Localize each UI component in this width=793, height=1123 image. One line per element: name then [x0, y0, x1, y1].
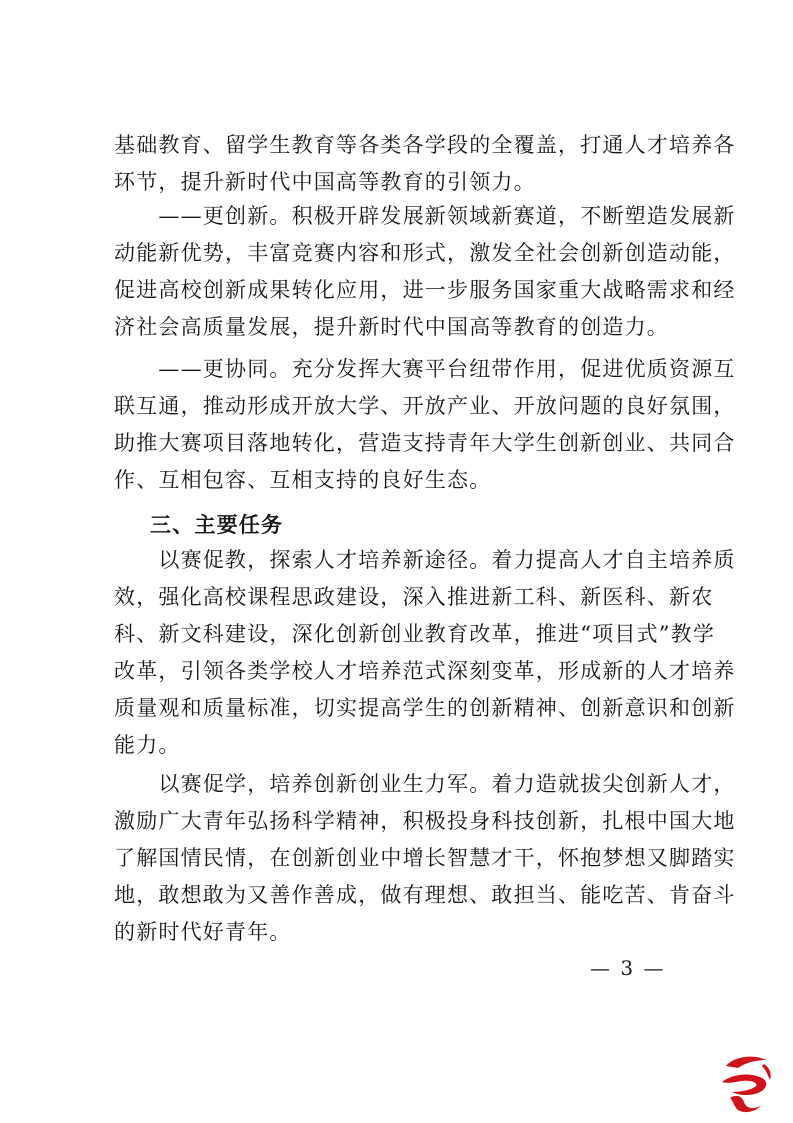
text-line: 基础教育、留学生教育等各类各学段的全覆盖，打通人才培养各: [114, 133, 736, 157]
text-line: 以赛促教，探索人才培养新途径。着力提高人才自主培养质: [114, 548, 736, 572]
section-heading: 三、主要任务: [150, 513, 284, 537]
paragraph-more-innovative: [114, 198, 736, 346]
paragraph-promote-learning: [114, 766, 736, 951]
text-line: 的新时代好青年。: [114, 920, 292, 944]
red-stylized-logo-icon: [716, 1052, 778, 1114]
paragraph-more-collaborative: [114, 351, 736, 499]
text-line: 激励广大青年弘扬科学精神，积极投身科技创新，扎根中国大地: [114, 809, 736, 833]
text-line: 作、互相包容、互相支持的良好生态。: [114, 468, 492, 492]
text-line: 助推大赛项目落地转化，营造支持青年大学生创新创业、共同合: [114, 431, 736, 455]
text-line: 科、新文科建设，深化创新创业教育改革，推进“项目式”教学: [114, 622, 716, 646]
text-line: ——更协同。充分发挥大赛平台纽带作用，促进优质资源互: [114, 357, 736, 381]
paragraph-promote-teaching: [114, 542, 736, 764]
text-line: 能力。: [114, 733, 181, 757]
text-line: 地，敢想敢为又善作善成，做有理想、敢担当、能吃苦、肯奋斗: [114, 883, 736, 907]
text-line: 效，强化高校课程思政建设，深入推进新工科、新医科、新农: [114, 585, 714, 609]
text-line: ——更创新。积极开辟发展新领域新赛道，不断塑造发展新: [114, 204, 736, 228]
text-line: 环节，提升新时代中国高等教育的引领力。: [114, 170, 536, 194]
text-line: 济社会高质量发展，提升新时代中国高等教育的创造力。: [114, 315, 669, 339]
text-line: 了解国情民情，在创新创业中增长智慧才干，怀抱梦想又脚踏实: [114, 846, 736, 870]
text-line: 质量观和质量标准，切实提高学生的创新精神、创新意识和创新: [114, 696, 736, 720]
text-line: 动能新优势，丰富竞赛内容和形式，激发全社会创新创造动能，: [114, 241, 736, 265]
paragraph-continuation: [114, 127, 736, 201]
text-line: 以赛促学，培养创新创业生力军。着力造就拔尖创新人才，: [114, 772, 736, 796]
text-line: 促进高校创新成果转化应用，进一步服务国家重大战略需求和经: [114, 278, 736, 302]
text-line: 联互通，推动形成开放大学、开放产业、开放问题的良好氛围，: [114, 394, 736, 418]
page-number: — 3 —: [590, 956, 666, 980]
text-line: 改革，引领各类学校人才培养范式深刻变革，形成新的人才培养: [114, 659, 736, 683]
